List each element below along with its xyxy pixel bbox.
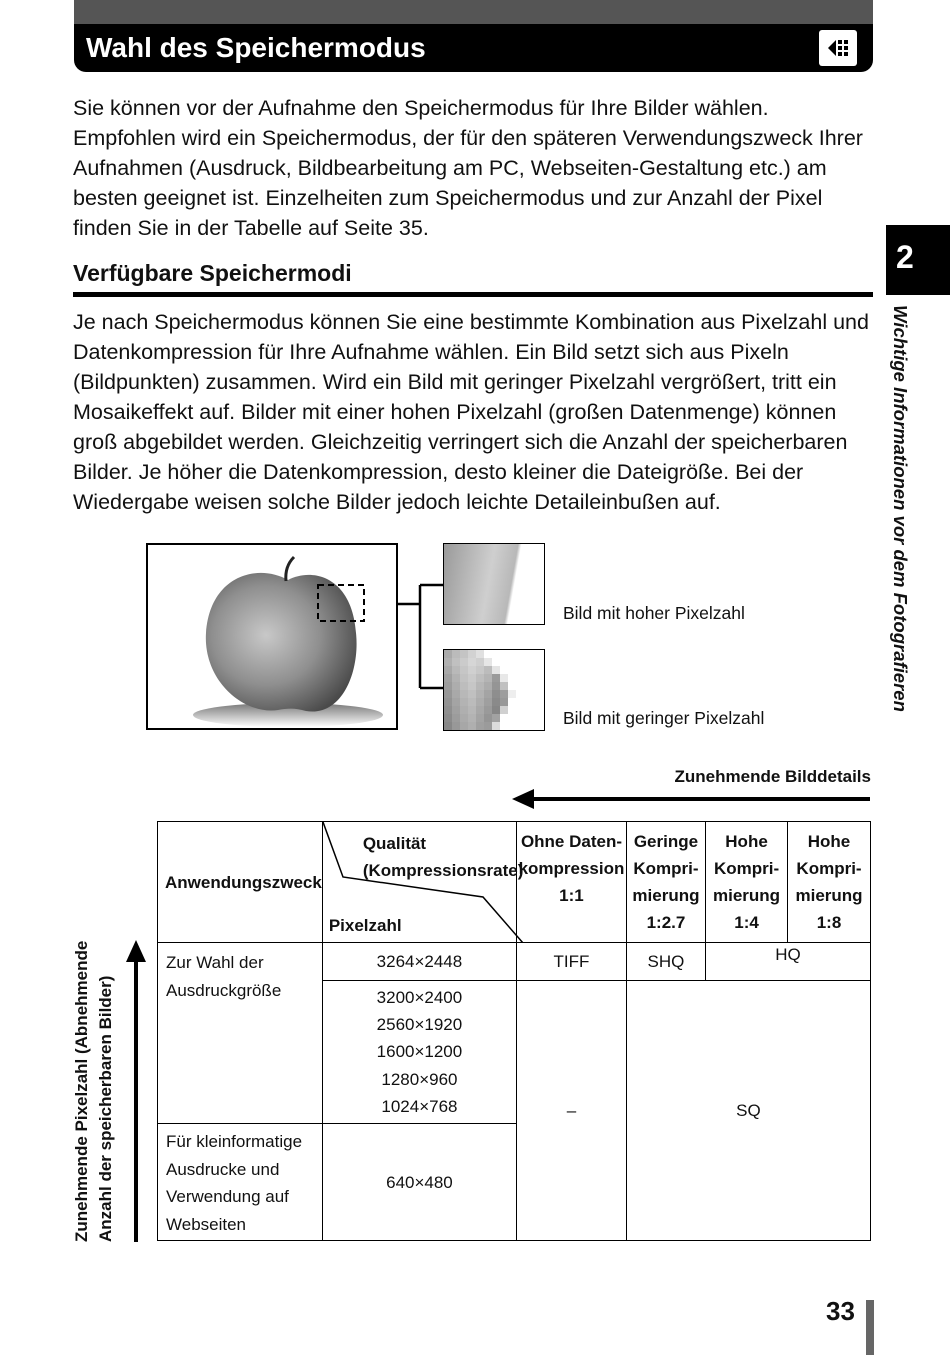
caption-low-resolution: Bild mit geringer Pixelzahl: [563, 708, 765, 728]
header-low-compression-ratio: 1:2.7: [646, 913, 686, 932]
pixels-1024: 1024×768: [381, 1096, 458, 1116]
pixels-3200: 3200×2400: [376, 987, 463, 1007]
section-heading: Verfügbare Speichermodi: [73, 260, 352, 286]
header-low-compression-line1: Geringe: [633, 832, 699, 851]
header-uncompressed-ratio: 1:1: [559, 886, 584, 905]
header-uncompressed-line2: kompression: [518, 859, 625, 878]
purpose-print-line2: Ausdruckgröße: [166, 981, 282, 1000]
header-pixels: Pixelzahl: [328, 916, 402, 935]
header-high4-ratio: 1:4: [734, 913, 759, 932]
page-title: Wahl des Speichermodus: [86, 32, 426, 63]
header-quality: Qualität: [362, 834, 427, 853]
apple-photo: [146, 543, 398, 730]
header-quality-pixels: [322, 822, 524, 943]
purpose-web-line3: Verwendung auf: [166, 1187, 289, 1206]
header-high8-line1: Hohe: [807, 832, 851, 851]
page-edge-bar: [866, 1300, 874, 1355]
pixels-1600: 1600×1200: [376, 1042, 463, 1062]
header-high4-line1: Hohe: [725, 832, 768, 851]
header-uncompressed: [517, 822, 627, 943]
chapter-tab: [886, 225, 950, 295]
pixel-axis-label: [70, 920, 130, 1242]
table-header-row: [158, 822, 871, 943]
pixel-axis-label-line2: Anzahl der speicherbaren Bilder): [96, 975, 115, 1242]
header-low-compression-line3: mierung: [632, 886, 700, 905]
header-purpose: Anwendungszweck: [158, 822, 323, 943]
page-number: 33: [826, 1296, 855, 1326]
section-divider: [73, 292, 873, 297]
header-high4-line2: Kompri-: [713, 859, 780, 878]
header-high8-ratio: 1:8: [816, 913, 842, 932]
header-high-compression-4: [706, 822, 788, 943]
pixels-1280: 1280×960: [381, 1069, 458, 1089]
header-high8-line2: Kompri-: [796, 859, 862, 878]
header-high4-line3: mierung: [713, 886, 781, 905]
pixels-list: [322, 981, 516, 1124]
chapter-side-label-text: Wichtige Informationen vor dem Fotografieren: [890, 305, 911, 712]
mode-hq: HQ: [706, 943, 871, 981]
header-low-compression: [626, 822, 705, 943]
purpose-web-line1: Für kleinformatige: [166, 1132, 303, 1151]
header-low-compression-line2: Kompri-: [633, 859, 699, 878]
table-row: [158, 943, 871, 981]
connector-lines: [398, 580, 448, 690]
mode-tiff: TIFF: [517, 943, 627, 981]
header-uncompressed-line1: Ohne Daten-: [520, 832, 622, 851]
high-resolution-detail: [443, 543, 545, 625]
record-mode-table: [157, 821, 871, 1241]
pixels-2560: 2560×1920: [376, 1015, 463, 1035]
header-high8-line3: mierung: [795, 886, 863, 905]
purpose-web-line2: Ausdrucke und: [166, 1159, 280, 1179]
title-bar: [74, 0, 873, 72]
mode-shq: SHQ: [626, 943, 705, 981]
chapter-side-label: [873, 305, 913, 785]
pixel-axis-label-line1: Zunehmende Pixelzahl (Abnehmende: [72, 940, 91, 1242]
pixels-3264: 3264×2448: [322, 943, 516, 981]
pixels-640: 640×480: [322, 1124, 516, 1241]
header-high-compression-8: [788, 822, 871, 943]
caption-high-resolution: Bild mit hoher Pixelzahl: [563, 603, 745, 623]
purpose-web-line4: Webseiten: [166, 1214, 247, 1234]
mode-sq: SQ: [626, 981, 870, 1241]
up-arrow-icon: [125, 940, 147, 1242]
section-paragraph: Je nach Speichermodus können Sie eine bestimmte Kombination aus Pixelzahl und Datenkompression für Ihre Aufnahme wählen. Ein Bild setzt sich aus Pixeln (Bildpunkten) zusammen. Wird ein Bild mit geringer Pixelzahl vergrößert, tritt ein Mosaikeffekt auf. Bilder mit einer hohen Pixelzahl (großen Datenmenge) können groß abgebildet werden. Gleichzeitig verringert sich die Anzahl der speicherbaren Bilder. Je höher die Datenkompression, desto kleiner die Dateigröße. Bei der Wiedergabe weisen solche Bilder jedoch leichte Detaileinbußen auf.: [73, 310, 869, 514]
left-arrow-icon: [512, 788, 872, 810]
detail-arrow-label: Zunehmende Bilddetails: [674, 767, 871, 786]
record-mode-icon: [819, 30, 857, 66]
purpose-web-cell: [158, 1124, 323, 1241]
intro-paragraph: Sie können vor der Aufnahme den Speichermodus für Ihre Bilder wählen. Empfohlen wird ein Speichermodus, der für den späteren Verwendungszweck Ihrer Aufnahmen (Ausdruck, Bildbearbeitung am PC, Webseiten-Gestaltung etc.) am besten geeignet ist. Einzelheiten zum Speichermodus und zur Anzahl der Pixel finden Sie in der Tabelle auf Seite 35.: [73, 96, 863, 240]
low-resolution-detail: [443, 649, 545, 731]
mode-dash: –: [517, 981, 627, 1241]
purpose-print-cell: [158, 943, 323, 1124]
purpose-print-line1: Zur Wahl der: [166, 953, 264, 972]
chapter-number: 2: [896, 239, 914, 275]
header-compression: (Kompressionsrate): [362, 861, 524, 880]
